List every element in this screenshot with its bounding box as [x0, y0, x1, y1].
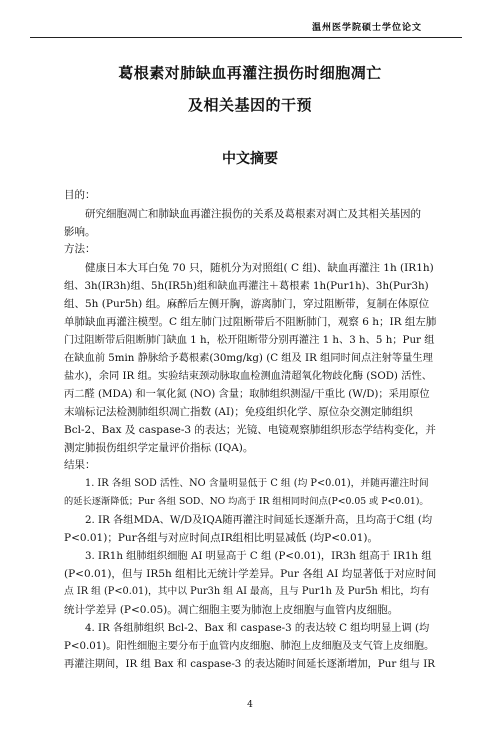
abstract-heading: 中文摘要	[222, 151, 278, 167]
thesis-title-line-1: 葛根素对肺缺血再灌注损伤时细胞凋亡	[118, 64, 382, 82]
header-rule	[30, 37, 462, 38]
result-line: 4. IR 各组肺组织 Bcl-2、Bax 和 caspase-3 的表达较 C 组均明显上调 (均	[85, 622, 430, 634]
result-line: 1. IR 各组 SOD 活性、NO 含量明显低于 C 组 (均 P<0.01)，并随再灌注时间	[85, 478, 429, 489]
objective-label: 目的：	[64, 189, 96, 201]
result-line: 统计学差异 (P<0.05)。凋亡细胞主要为肺泡上皮细胞与血管内皮细胞。	[64, 604, 399, 616]
result-item-3	[64, 547, 436, 619]
thesis-title-line-2: 及相关基因的干预	[187, 96, 312, 114]
running-header	[30, 20, 462, 38]
method-label: 方法：	[64, 243, 96, 255]
method-line: 在缺血前 5min 静脉给予葛根素(30mg/kg) (C 组及 IR 组同时间点注射等量生理	[64, 352, 433, 364]
method-line: 末端标记法检测肺组织凋亡指数 (AI)；免疫组织化学、原位杂交测定肺组织	[64, 406, 413, 418]
method-line: 健康日本大耳白兔 70 只，随机分为对照组( C 组)、缺血再灌注 1h (IR1h)	[85, 262, 434, 274]
result-line: 的延长逐渐降低；Pur 各组 SOD、NO 均高于 IR 组相同时间点(P<0.05 或 P<0.01)。	[64, 496, 429, 507]
result-line: 3. IR1h 组肺组织细胞 AI 明显高于 C 组 (P<0.01)，IR3h 组高于 IR1h 组	[85, 550, 432, 562]
method-line: 丙二醛 (MDA) 和一氧化氮 (NO) 含量；取肺组织测湿/干重比 (W/D)；采用原位	[64, 388, 430, 400]
objective-paragraph	[64, 205, 436, 241]
result-item-4	[64, 619, 436, 673]
result-line: 点 IR 组 (P<0.01)，其中以 Pur3h 组 AI 最高，且与 Pur1h 及 Pur5h 相比，均有	[64, 586, 430, 597]
result-line: (P<0.01)，但与 IR5h 组相比无统计学差异。Pur 各组 AI 均显著低于对应时间	[64, 568, 436, 580]
method-line: 盐水)，余同 IR 组。实验结束颈动脉取血检测血清超氧化物歧化酶 (SOD) 活性、	[64, 370, 432, 382]
result-line: P<0.01)。阳性细胞主要分布于血管内皮细胞、肺泡上皮细胞及支气管上皮细胞。	[64, 640, 435, 652]
objective-line: 研究细胞凋亡和肺缺血再灌注损伤的关系及葛根素对凋亡及其相关基因的	[85, 208, 421, 220]
method-line: 门过阻断带后阻断肺门缺血 1 h，松开阻断带分别再灌注 1 h、3 h、5 h；Pur 组	[64, 334, 435, 346]
objective-line: 影响。	[64, 226, 96, 238]
method-line: 组、3h(IR3h)组、5h(IR5h)组和缺血再灌注＋葛根素 1h(Pur1h)、3h(Pur3h)	[64, 280, 429, 292]
results-label: 结果：	[64, 459, 96, 471]
method-line: 单肺缺血再灌注模型。C 组左肺门过阻断带后不阻断肺门，观察 6 h；IR 组左肺	[64, 316, 436, 328]
method-paragraph	[64, 259, 436, 457]
method-line: 组、5h (Pur5h) 组。麻醉后左侧开胸，游离肺门，穿过阻断带，复制在体原位	[64, 298, 430, 310]
page-number: 4	[247, 700, 253, 710]
result-item-1	[64, 475, 436, 511]
result-line: 2. IR 各组MDA、W/D及IQA随再灌注时间延长逐渐升高，且均高于C组 (均	[85, 514, 433, 526]
method-line: Bcl-2、Bax 及 caspase-3 的表达；光镜、电镜观察肺组织形态学结构变化，并	[64, 424, 436, 436]
result-item-2	[64, 511, 436, 547]
method-line: 测定肺损伤组织学定量评价指标 (IQA)。	[64, 442, 254, 454]
result-line: 再灌注期间，IR 组 Bax 和 caspase-3 的表达随时间延长逐渐增加，Pur 组与 IR	[64, 658, 436, 670]
result-line: P<0.01)；Pur各组与对应时间点IR组相比明显减低 (均P<0.01)。	[64, 532, 379, 544]
header-text: 温州医学院硕士学位论文	[311, 23, 422, 33]
